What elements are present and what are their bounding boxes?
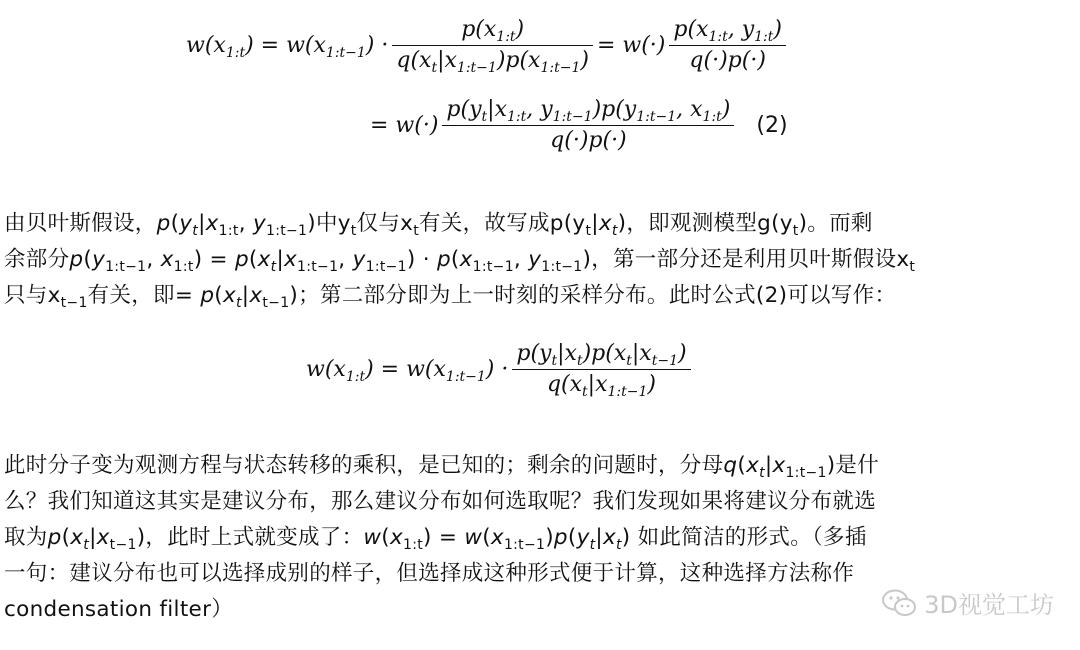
eq2-fraction-numerator: $p(y_t|x_t)p(x_t|x_{t-1})$ [516, 340, 687, 369]
equation-number: (2) [756, 112, 788, 138]
eq1-fraction-2-numerator: $p(x_{1:t}$, $y_{1:t}$) [673, 16, 782, 45]
eq1-lhs: $w(x_{1:t}) = w(x_{1:t-1})$ · [186, 32, 389, 61]
paragraph-1-line-2: 余部分$p(y_{1:t-1}$, $x_{1:t}) = p(x_t|x_{1:t-1}$, $y_{1:t-1}) \cdot p(x_{1:t-1}$, $y_{1:t-1}$)，第一部分还是利用贝叶斯假设$x_t$ [4, 247, 916, 275]
eq1-fraction-2 [669, 15, 786, 76]
eq1-fraction-3 [442, 95, 734, 156]
paragraph-2 [4, 448, 1076, 628]
paragraph-1 [4, 206, 1076, 314]
eq1-fraction-1 [392, 15, 593, 76]
watermark-text: 3D视觉工坊 [924, 591, 1054, 619]
paragraph-2-line-1: 此时分子变为观测方程与状态转移的乘积，是已知的；剩余的问题时，分母$q(x_t|x_{1:t-1})$是什 [4, 453, 880, 481]
equation-2-line-2 [370, 90, 788, 160]
paragraph-2-line-4: 一句：建议分布也可以选择成别的样子，但选择成这种形式便于计算，这种选择方法称作 [4, 561, 855, 586]
paragraph-1-line-1: 由贝叶斯假设，$p(y_t|x_{1:t}$, $y_{1:t-1}$)中$y_t$仅与$x_t$有关，故写成$p(y_t|x_t)$，即观测模型$g(y_t)$。而剩 [4, 211, 873, 239]
equation-2-line-1 [186, 10, 790, 80]
paragraph-2-line-2: 么？我们知道这其实是建议分布，那么建议分布如何选取呢？我们发现如果将建议分布就选 [4, 489, 877, 514]
eq1-line2-lhs: = w(·) [370, 112, 439, 138]
eq1-fraction-2-denominator: q(·)p(·) [689, 47, 766, 73]
equation-3 [306, 334, 695, 404]
eq1-fraction-3-denominator: q(·)p(·) [550, 127, 627, 153]
eq1-fraction-3-numerator: $p(y_t|x_{1:t}$, $y_{1:t-1})p(y_{1:t-1}$, $x_{1:t}$) [446, 96, 731, 125]
paragraph-2-line-3: 取为$p(x_t|x_{t-1})$，此时上式就变成了：$w(x_{1:t}) = w(x_{1:t-1})p(y_t|x_t)$ 如此简洁的形式。（多插 [4, 525, 867, 553]
eq1-fraction-1-denominator: $q(x_t|x_{1:t-1})p(x_{1:t-1})$ [396, 47, 589, 76]
eq1-fraction-1-numerator: $p(x_{1:t})$ [461, 16, 525, 45]
eq2-fraction [512, 339, 690, 400]
eq2-lhs: $w(x_{1:t}) = w(x_{1:t-1})$ · [306, 356, 509, 385]
eq1-mid: = w(·) [596, 32, 666, 58]
paragraph-2-line-5: condensation filter） [4, 597, 234, 622]
paragraph-1-line-3: 只与$x_{t-1}$有关，即= $p(x_t|x_{t-1})$；第二部分即为上一时刻的采样分布。此时公式(2)可以写作： [4, 283, 897, 311]
eq2-fraction-denominator: $q(x_t|x_{1:t-1})$ [546, 371, 656, 400]
